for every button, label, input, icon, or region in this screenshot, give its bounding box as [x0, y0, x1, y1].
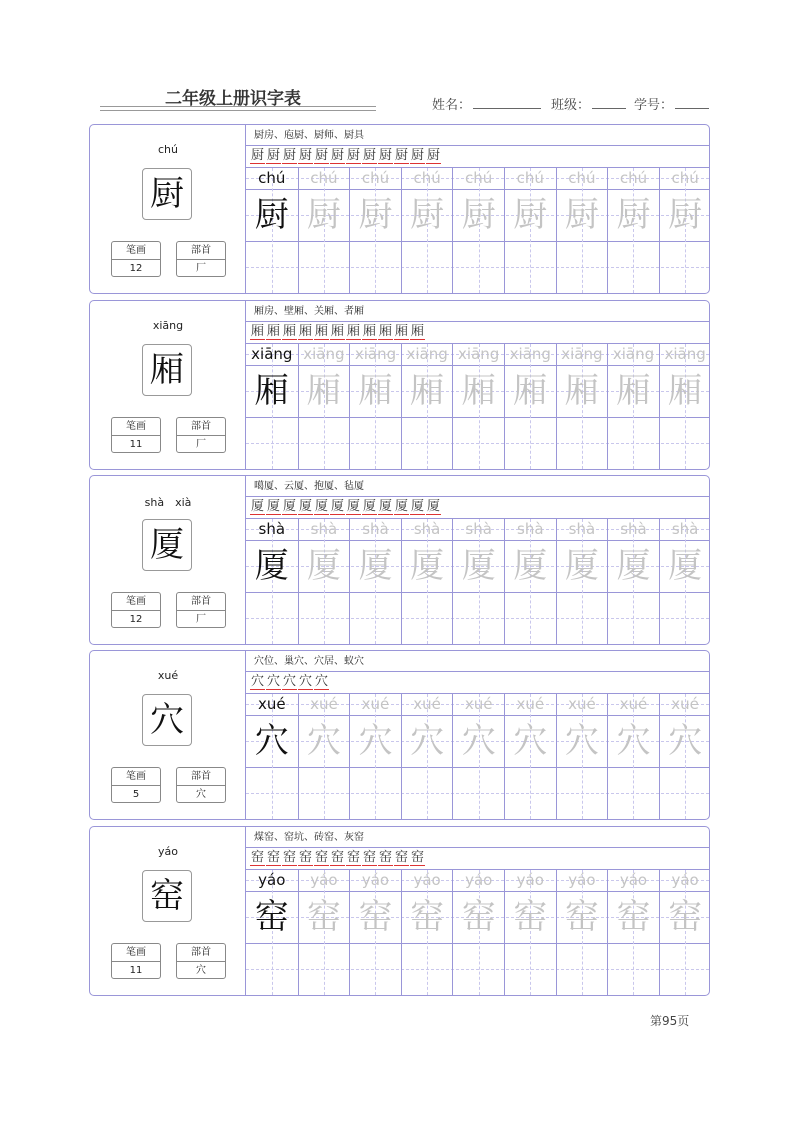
- practice-cell[interactable]: [504, 519, 556, 644]
- character-box: 厦: [142, 519, 192, 571]
- character-card: [89, 826, 710, 996]
- practice-panel: [246, 125, 709, 293]
- practice-cell[interactable]: [504, 168, 556, 293]
- stroke-step: 窑: [410, 850, 424, 865]
- practice-cell[interactable]: [246, 344, 298, 469]
- stroke-step: 厢: [314, 324, 328, 339]
- cell-pinyin: shà: [620, 520, 647, 538]
- radical-box: [176, 592, 226, 628]
- character-card: [89, 124, 710, 294]
- name-blank[interactable]: [473, 96, 541, 109]
- stroke-step: 厨: [314, 148, 328, 163]
- practice-cell[interactable]: [401, 344, 453, 469]
- cell-pinyin: xiāng: [612, 345, 655, 363]
- cell-pinyin: shà: [258, 520, 286, 538]
- stroke-step: 厦: [378, 499, 392, 514]
- practice-cell[interactable]: [246, 694, 298, 819]
- cell-character: 厢: [513, 371, 548, 411]
- radical-value: 穴: [196, 789, 206, 800]
- practice-cell[interactable]: [556, 870, 608, 995]
- stroke-count-label: 笔画: [112, 593, 160, 611]
- cell-character: 穴: [461, 721, 496, 761]
- stroke-step: 厢: [282, 324, 296, 339]
- cell-pinyin: xiāng: [664, 345, 706, 363]
- practice-cell[interactable]: [452, 694, 504, 819]
- cell-character: 厢: [306, 371, 341, 411]
- cell-character: 厨: [513, 195, 548, 235]
- cell-character: 厨: [564, 195, 599, 235]
- stroke-step: 厨: [266, 148, 280, 163]
- stroke-step: 厦: [314, 499, 328, 514]
- cell-character: 厢: [564, 371, 599, 411]
- cell-character: 厨: [410, 195, 445, 235]
- practice-cell[interactable]: [246, 168, 298, 293]
- stroke-order-row: [250, 146, 441, 166]
- stroke-step: 窑: [266, 850, 280, 865]
- cell-character: 窑: [410, 897, 445, 937]
- stroke-step: 窑: [314, 850, 328, 865]
- name-label: 姓名：: [432, 98, 472, 113]
- stroke-step: 穴: [314, 674, 328, 689]
- class-field[interactable]: [551, 94, 626, 113]
- stroke-count-value: 11: [129, 965, 143, 976]
- character-info-panel: [90, 476, 246, 644]
- practice-panel: [246, 651, 709, 819]
- radical-value: 厂: [196, 614, 206, 625]
- cell-pinyin: xué: [619, 695, 648, 713]
- radical-box: [176, 417, 226, 453]
- stroke-step: 厢: [362, 324, 376, 339]
- stroke-step: 窑: [362, 850, 376, 865]
- cell-character: 厨: [461, 195, 496, 235]
- character-pinyin: chú: [158, 143, 178, 156]
- stroke-step: 厨: [378, 148, 392, 163]
- stroke-step: 厨: [410, 148, 424, 163]
- practice-cell[interactable]: [401, 870, 453, 995]
- stroke-step: 窑: [250, 850, 264, 865]
- cell-pinyin: xiāng: [251, 345, 293, 363]
- practice-cell[interactable]: [452, 168, 504, 293]
- cell-character: 窑: [616, 897, 651, 937]
- cell-pinyin: chú: [619, 169, 648, 187]
- cell-pinyin: chú: [310, 169, 338, 187]
- cell-character: 厨: [254, 195, 289, 235]
- stroke-step: 厨: [298, 148, 312, 163]
- example-words: 煤窑、窑坑、砖窑、灰窑: [254, 832, 364, 843]
- sheet-title: 二年级上册识字表: [165, 89, 301, 109]
- stroke-count-label: 笔画: [112, 242, 160, 260]
- practice-grid: [246, 344, 709, 469]
- stroke-step: 厨: [330, 148, 344, 163]
- practice-cell[interactable]: [659, 344, 711, 469]
- radical-label: 部首: [177, 944, 225, 962]
- stroke-step: 窑: [394, 850, 408, 865]
- cell-pinyin: xué: [464, 695, 493, 713]
- stroke-step: 厦: [426, 499, 440, 514]
- cell-pinyin: yáo: [568, 871, 596, 889]
- stroke-step: 厦: [346, 499, 360, 514]
- character-card: [89, 300, 710, 470]
- title-underline-2: [100, 110, 376, 111]
- practice-panel: [246, 827, 709, 995]
- character-info-panel: [90, 651, 246, 819]
- practice-cell[interactable]: [298, 519, 350, 644]
- cell-character: 穴: [410, 721, 445, 761]
- practice-cell[interactable]: [607, 344, 659, 469]
- cell-pinyin: yáo: [619, 871, 648, 889]
- radical-label: 部首: [177, 242, 225, 260]
- cell-pinyin: xué: [361, 695, 390, 713]
- stroke-step: 厢: [330, 324, 344, 339]
- radical-box: [176, 241, 226, 277]
- character-info-panel: [90, 125, 246, 293]
- stroke-count-box: [111, 943, 161, 979]
- radical-label: 部首: [177, 593, 225, 611]
- character-info-panel: [90, 827, 246, 995]
- radical-label: 部首: [177, 418, 225, 436]
- practice-cell[interactable]: [556, 344, 608, 469]
- stroke-count-box: [111, 241, 161, 277]
- stroke-step: 厢: [346, 324, 360, 339]
- student-id-field[interactable]: [634, 94, 709, 113]
- character-card: [89, 650, 710, 820]
- stroke-step: 厢: [410, 324, 424, 339]
- practice-cell[interactable]: [349, 694, 401, 819]
- stroke-step: 厢: [394, 324, 408, 339]
- cell-pinyin: xué: [310, 695, 338, 713]
- cell-character: 厦: [306, 546, 341, 586]
- stroke-step: 厦: [282, 499, 296, 514]
- practice-panel: [246, 476, 709, 644]
- practice-cell[interactable]: [607, 870, 659, 995]
- stroke-step: 厦: [410, 499, 424, 514]
- cell-pinyin: chú: [671, 169, 699, 187]
- practice-cell[interactable]: [452, 870, 504, 995]
- stroke-count-box: [111, 417, 161, 453]
- practice-cell[interactable]: [452, 519, 504, 644]
- radical-box: [176, 767, 226, 803]
- practice-cell[interactable]: [607, 519, 659, 644]
- cell-character: 厦: [410, 546, 445, 586]
- cell-character: 厨: [616, 195, 651, 235]
- stroke-count-value: 12: [129, 614, 143, 625]
- stroke-count-value: 5: [132, 789, 140, 800]
- cell-character: 厢: [358, 371, 393, 411]
- student-id-label: 学号：: [634, 98, 674, 113]
- stroke-step: 窑: [330, 850, 344, 865]
- cell-pinyin: xiāng: [354, 345, 397, 363]
- stroke-step: 窑: [378, 850, 392, 865]
- practice-grid: [246, 694, 709, 819]
- radical-value: 厂: [196, 439, 206, 450]
- radical-value: 厂: [196, 263, 206, 274]
- stroke-count-box: [111, 592, 161, 628]
- character-pinyin: yáo: [158, 845, 178, 858]
- character-pinyin: shà xià: [144, 496, 192, 509]
- example-words: 厨房、庖厨、厨师、厨具: [254, 130, 364, 141]
- stroke-step: 厦: [394, 499, 408, 514]
- name-field[interactable]: [432, 94, 541, 113]
- cell-character: 厦: [254, 546, 289, 586]
- cell-pinyin: shà: [568, 520, 596, 538]
- stroke-step: 厨: [426, 148, 440, 163]
- cell-character: 厢: [616, 371, 651, 411]
- cell-character: 穴: [306, 721, 341, 761]
- character-box: 穴: [142, 694, 192, 746]
- cell-character: 厦: [461, 546, 496, 586]
- character-box: 厨: [142, 168, 192, 220]
- stroke-step: 厦: [250, 499, 264, 514]
- practice-cell[interactable]: [659, 168, 711, 293]
- practice-cell[interactable]: [607, 694, 659, 819]
- cell-pinyin: yáo: [516, 871, 544, 889]
- stroke-count-label: 笔画: [112, 768, 160, 786]
- cell-character: 厨: [358, 195, 393, 235]
- cell-pinyin: xué: [568, 695, 596, 713]
- practice-cell[interactable]: [298, 344, 350, 469]
- cell-pinyin: chú: [568, 169, 596, 187]
- cell-character: 窑: [668, 897, 703, 937]
- cell-character: 厢: [254, 371, 289, 411]
- practice-cell[interactable]: [349, 168, 401, 293]
- cell-character: 穴: [616, 721, 651, 761]
- practice-grid: [246, 870, 709, 995]
- stroke-step: 厢: [266, 324, 280, 339]
- character-info-panel: [90, 301, 246, 469]
- character-pinyin: xué: [157, 669, 179, 682]
- cell-pinyin: xiāng: [458, 345, 500, 363]
- cell-pinyin: yáo: [310, 871, 338, 889]
- stroke-step: 厨: [362, 148, 376, 163]
- practice-cell[interactable]: [556, 168, 608, 293]
- stroke-step: 厢: [250, 324, 264, 339]
- cell-pinyin: xué: [516, 695, 545, 713]
- character-box: 厢: [142, 344, 192, 396]
- cell-pinyin: shà: [413, 520, 441, 538]
- practice-cell[interactable]: [246, 870, 298, 995]
- class-blank[interactable]: [592, 96, 626, 109]
- practice-cell[interactable]: [349, 344, 401, 469]
- student-id-blank[interactable]: [675, 96, 709, 109]
- stroke-step: 穴: [250, 674, 264, 689]
- practice-cell[interactable]: [401, 519, 453, 644]
- cell-pinyin: xué: [671, 695, 699, 713]
- stroke-step: 厨: [394, 148, 408, 163]
- stroke-step: 窑: [298, 850, 312, 865]
- cell-character: 厦: [358, 546, 393, 586]
- practice-grid: [246, 519, 709, 644]
- cell-character: 厦: [513, 546, 548, 586]
- cell-pinyin: yáo: [671, 871, 699, 889]
- character-card: [89, 475, 710, 645]
- practice-cell[interactable]: [504, 870, 556, 995]
- practice-cell[interactable]: [659, 870, 711, 995]
- cell-character: 厢: [668, 371, 703, 411]
- stroke-step: 穴: [298, 674, 312, 689]
- stroke-step: 窑: [282, 850, 296, 865]
- cell-character: 厦: [564, 546, 599, 586]
- practice-cell[interactable]: [298, 694, 350, 819]
- character-box: 窑: [142, 870, 192, 922]
- title-underline: [100, 106, 376, 107]
- practice-cell[interactable]: [659, 694, 711, 819]
- cell-character: 厦: [616, 546, 651, 586]
- practice-grid: [246, 168, 709, 293]
- stroke-step: 厢: [298, 324, 312, 339]
- practice-cell[interactable]: [246, 519, 298, 644]
- stroke-order-row: [250, 497, 441, 517]
- stroke-step: 厨: [250, 148, 264, 163]
- stroke-order-row: [250, 322, 425, 342]
- cell-character: 穴: [513, 721, 548, 761]
- stroke-step: 厦: [330, 499, 344, 514]
- practice-cell[interactable]: [401, 694, 453, 819]
- stroke-order-row: [250, 848, 425, 868]
- radical-label: 部首: [177, 768, 225, 786]
- cell-character: 厢: [410, 371, 445, 411]
- cell-pinyin: xué: [257, 695, 286, 713]
- cell-pinyin: xiāng: [509, 345, 551, 363]
- cell-pinyin: shà: [517, 520, 544, 538]
- cell-pinyin: chú: [413, 169, 441, 187]
- cell-pinyin: shà: [671, 520, 699, 538]
- practice-cell[interactable]: [556, 519, 608, 644]
- cell-pinyin: yáo: [258, 871, 286, 889]
- stroke-count-value: 11: [129, 439, 143, 450]
- stroke-step: 厦: [298, 499, 312, 514]
- cell-pinyin: xiāng: [303, 345, 345, 363]
- cell-pinyin: chú: [465, 169, 493, 187]
- stroke-count-value: 12: [129, 263, 143, 274]
- cell-character: 窑: [358, 897, 393, 937]
- cell-pinyin: chú: [258, 169, 286, 187]
- cell-character: 窑: [254, 897, 289, 937]
- practice-panel: [246, 301, 709, 469]
- practice-cell[interactable]: [349, 519, 401, 644]
- cell-pinyin: shà: [465, 520, 492, 538]
- practice-cell[interactable]: [298, 168, 350, 293]
- cell-pinyin: xiāng: [561, 345, 603, 363]
- practice-cell[interactable]: [659, 519, 711, 644]
- cell-character: 穴: [358, 721, 393, 761]
- cell-character: 窑: [306, 897, 341, 937]
- example-words: 厢房、壁厢、关厢、者厢: [254, 306, 364, 317]
- cell-character: 厢: [461, 371, 496, 411]
- cell-character: 穴: [668, 721, 703, 761]
- cell-pinyin: shà: [310, 520, 338, 538]
- cell-pinyin: yáo: [361, 871, 390, 889]
- page-number: 第95页: [650, 1014, 690, 1028]
- practice-cell[interactable]: [607, 168, 659, 293]
- stroke-step: 厨: [346, 148, 360, 163]
- cell-character: 厦: [668, 546, 703, 586]
- stroke-order-row: [250, 672, 329, 692]
- cell-pinyin: xué: [413, 695, 441, 713]
- radical-value: 穴: [196, 965, 206, 976]
- class-label: 班级：: [551, 98, 591, 113]
- cell-pinyin: chú: [516, 169, 544, 187]
- practice-cell[interactable]: [504, 344, 556, 469]
- cell-character: 穴: [564, 721, 599, 761]
- cell-character: 厨: [306, 195, 341, 235]
- cell-pinyin: chú: [361, 169, 390, 187]
- example-words: 噶厦、云厦、抱厦、毡厦: [254, 481, 364, 492]
- cell-character: 窑: [461, 897, 496, 937]
- stroke-step: 穴: [282, 674, 296, 689]
- practice-cell[interactable]: [401, 168, 453, 293]
- cell-character: 厨: [668, 195, 703, 235]
- cell-character: 窑: [513, 897, 548, 937]
- character-pinyin: xiāng: [152, 319, 184, 332]
- practice-cell[interactable]: [349, 870, 401, 995]
- cell-pinyin: xiāng: [406, 345, 448, 363]
- stroke-step: 穴: [266, 674, 280, 689]
- cell-pinyin: shà: [362, 520, 389, 538]
- stroke-step: 窑: [346, 850, 360, 865]
- example-words: 穴位、巢穴、穴居、蚁穴: [254, 656, 364, 667]
- practice-cell[interactable]: [452, 344, 504, 469]
- stroke-step: 厦: [266, 499, 280, 514]
- stroke-step: 厢: [378, 324, 392, 339]
- stroke-step: 厨: [282, 148, 296, 163]
- radical-box: [176, 943, 226, 979]
- stroke-count-label: 笔画: [112, 944, 160, 962]
- stroke-step: 厦: [362, 499, 376, 514]
- practice-cell[interactable]: [298, 870, 350, 995]
- cell-character: 穴: [254, 721, 289, 761]
- cell-pinyin: yáo: [465, 871, 493, 889]
- stroke-count-box: [111, 767, 161, 803]
- cell-character: 窑: [564, 897, 599, 937]
- practice-cell[interactable]: [504, 694, 556, 819]
- cell-pinyin: yáo: [413, 871, 441, 889]
- practice-cell[interactable]: [556, 694, 608, 819]
- stroke-count-label: 笔画: [112, 418, 160, 436]
